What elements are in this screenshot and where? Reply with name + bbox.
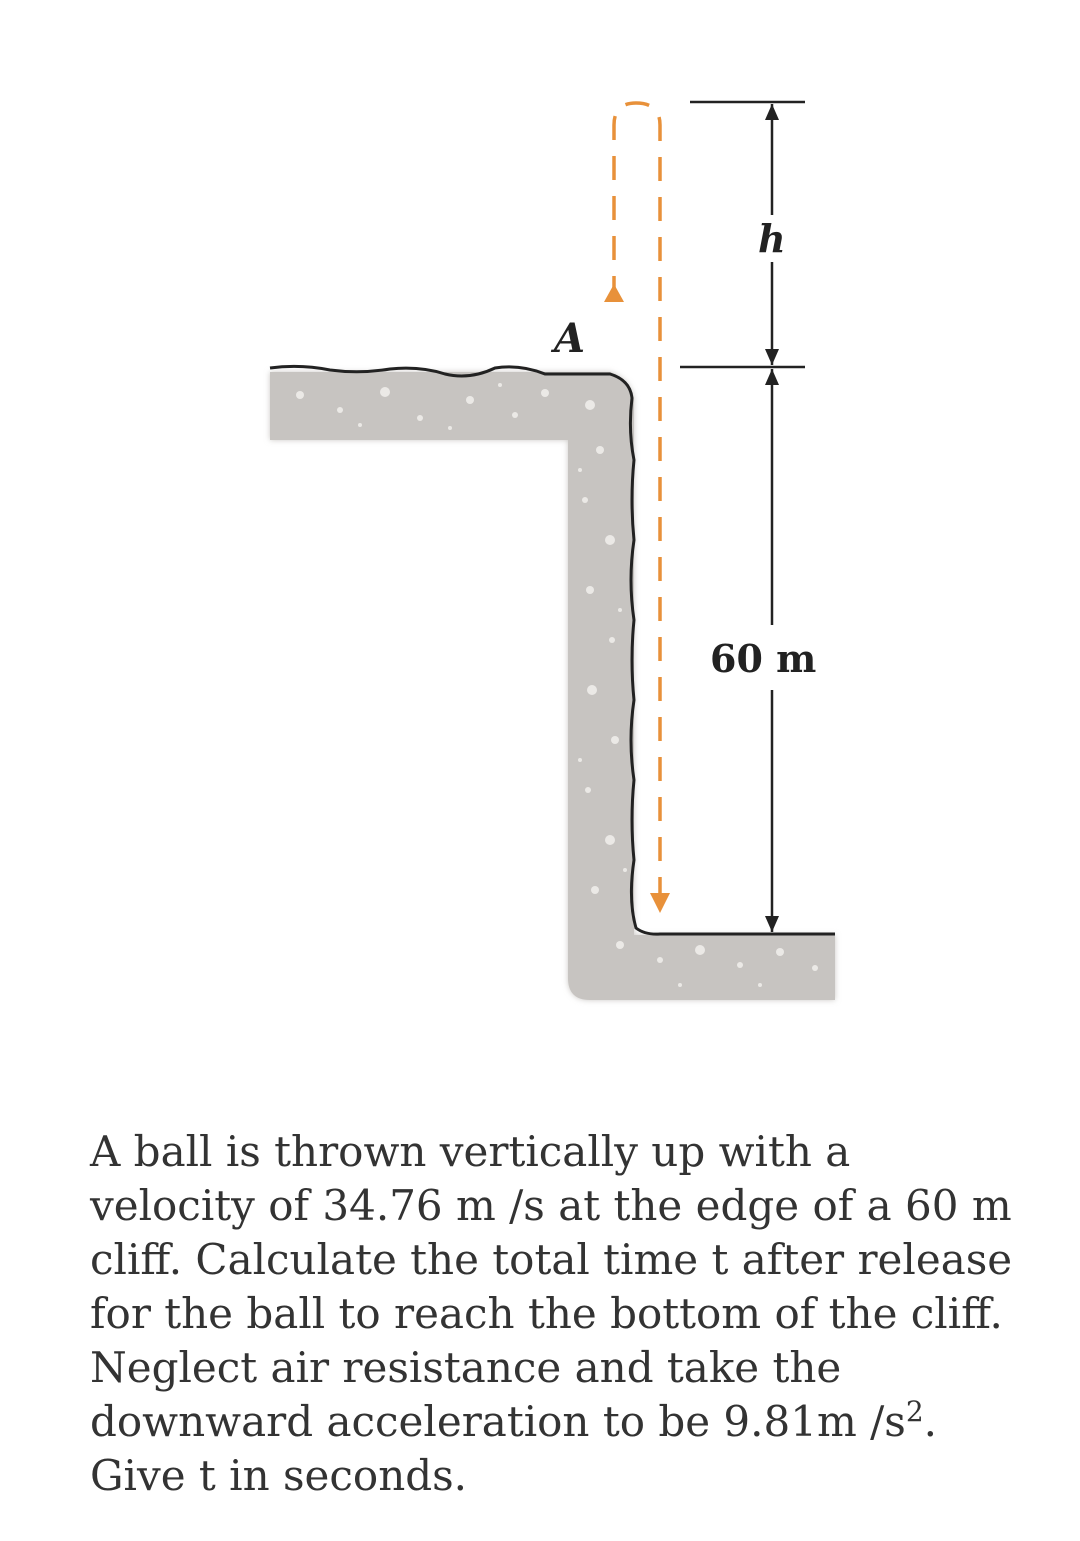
cliff-ground [270, 366, 835, 1000]
problem-line [90, 1395, 1050, 1449]
problem-line: Give t in seconds. [90, 1451, 468, 1500]
cliff-height-label: 60 m [710, 636, 817, 681]
point-a-label: A [554, 315, 586, 362]
problem-line: velocity of 34.76 m /s at the edge of a 60 m [90, 1181, 1012, 1230]
problem-line: A ball is thrown vertically up with a [90, 1127, 851, 1176]
ground-texture [296, 383, 818, 987]
problem-line: Neglect air resistance and take the [90, 1343, 842, 1392]
problem-line: for the ball to reach the bottom of the cliff. [90, 1289, 1003, 1338]
exponent: 2 [905, 1395, 924, 1428]
period: . [923, 1397, 938, 1446]
trajectory-up-arrow [604, 284, 624, 302]
problem-line: cliff. Calculate the total time t after release [90, 1235, 1013, 1284]
trajectory-down-arrow [650, 893, 670, 913]
problem-statement [90, 1125, 1050, 1503]
height-h-label: h [758, 216, 786, 261]
dimension-lines [680, 102, 805, 932]
acceleration-text: downward acceleration to be 9.81m /s [90, 1397, 906, 1446]
